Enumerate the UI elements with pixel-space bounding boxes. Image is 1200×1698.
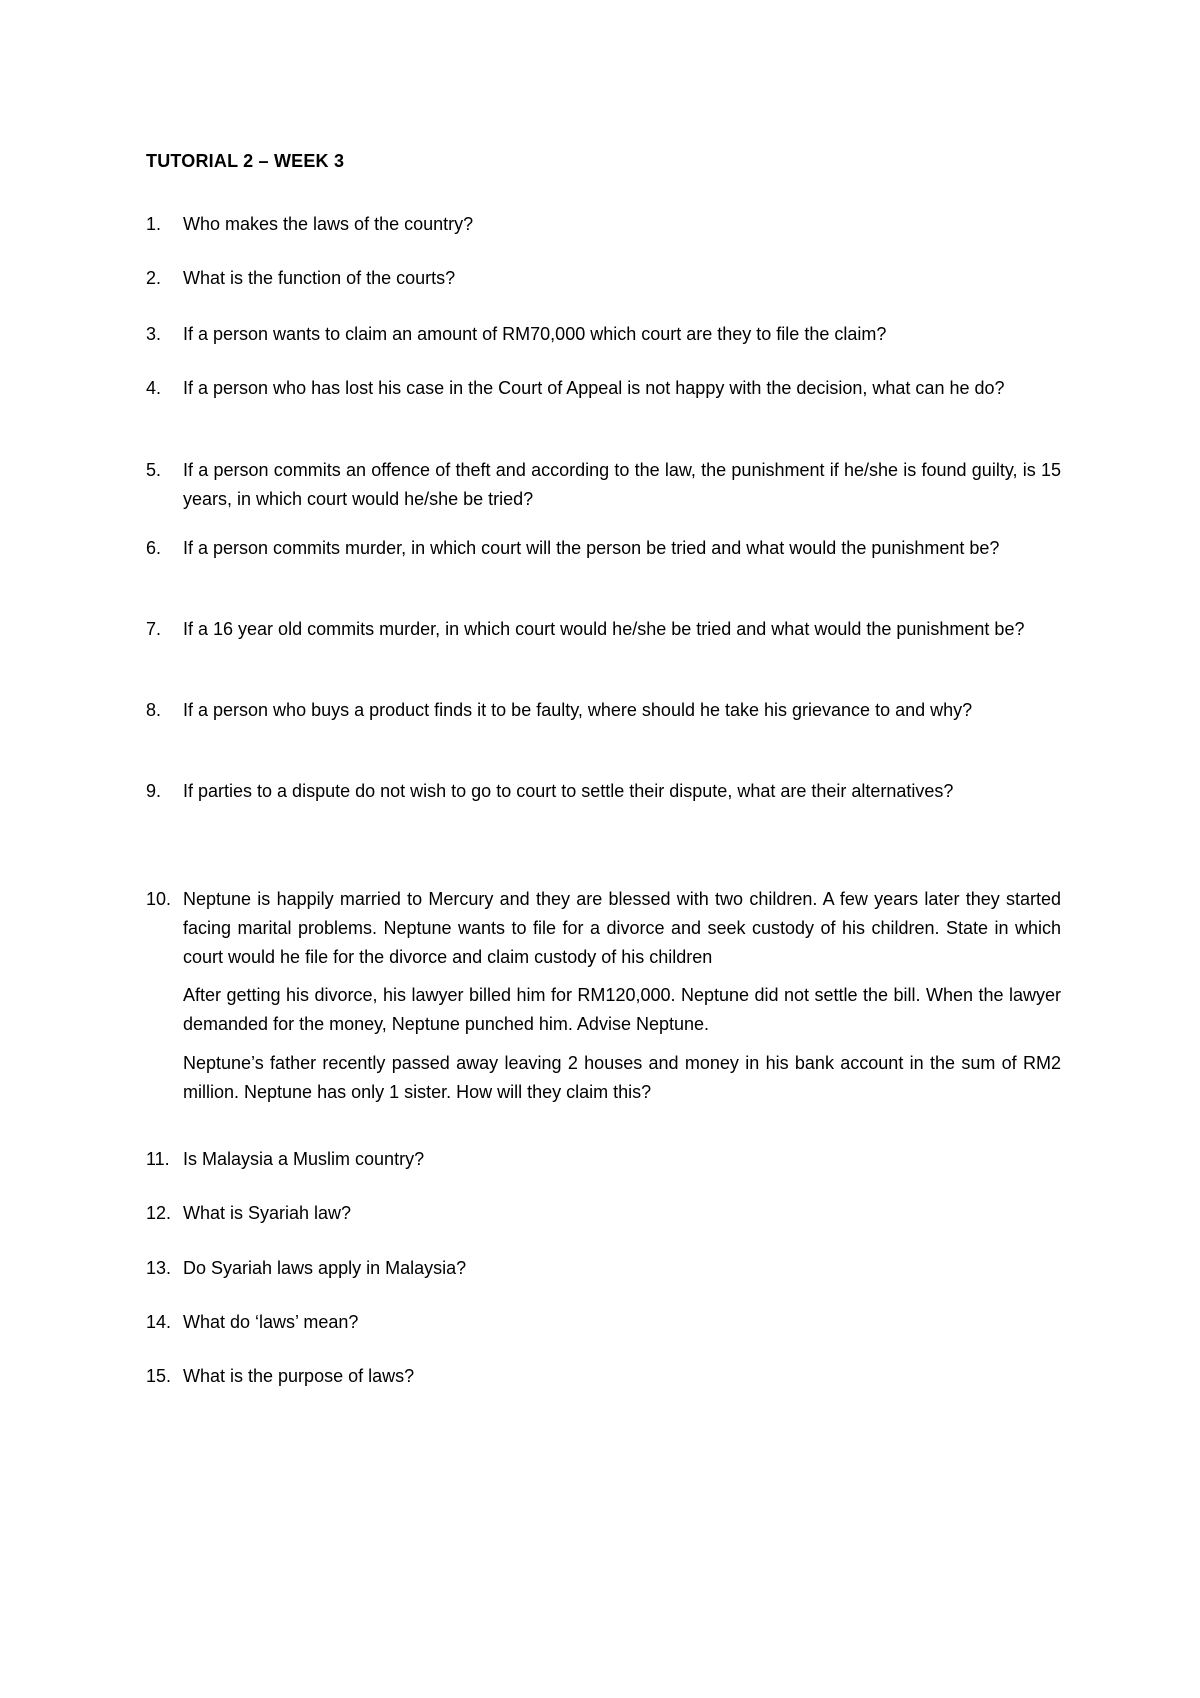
question-number: 12. bbox=[146, 1203, 172, 1223]
question-text: What is Syariah law? bbox=[183, 1203, 352, 1223]
question-number: 3. bbox=[146, 324, 162, 344]
question-number: 14. bbox=[146, 1312, 172, 1332]
question-1 bbox=[146, 210, 1061, 239]
question-text: If a person commits murder, in which court will the person be tried and what would the punishment be? bbox=[183, 538, 1000, 558]
question-4 bbox=[146, 374, 1061, 403]
question-text: What is the function of the courts? bbox=[183, 268, 456, 288]
question-text: If a person who has lost his case in the Court of Appeal is not happy with the decision, what can he do? bbox=[183, 378, 1005, 398]
question-number: 10. bbox=[146, 889, 172, 909]
question-text: If a person who buys a product finds it to be faulty, where should he take his grievance to and why? bbox=[183, 700, 973, 720]
question-7 bbox=[146, 615, 1061, 644]
question-text: If parties to a dispute do not wish to go to court to settle their dispute, what are their alternatives? bbox=[183, 781, 954, 801]
question-14 bbox=[146, 1308, 1061, 1337]
question-number: 11. bbox=[146, 1149, 170, 1169]
question-text: What do ‘laws’ mean? bbox=[183, 1312, 359, 1332]
question-number: 5. bbox=[146, 460, 162, 480]
question-12 bbox=[146, 1199, 1061, 1228]
question-number: 8. bbox=[146, 700, 162, 720]
question-10 bbox=[146, 885, 1061, 972]
question-8 bbox=[146, 696, 1061, 725]
question-15 bbox=[146, 1362, 1061, 1391]
question-text: Neptune is happily married to Mercury and they are blessed with two children. A few years later they started facing marital problems. Neptune wants to file for a divorce and seek custody of his children. State in which court would he file for the divorce and claim custody of his children bbox=[183, 889, 1061, 967]
question-13 bbox=[146, 1254, 1061, 1283]
question-10-paragraph-lawyer: After getting his divorce, his lawyer billed him for RM120,000. Neptune did not settle the bill. When the lawyer demanded for the money, Neptune punched him. Advise Neptune. bbox=[183, 985, 1061, 1034]
question-number: 9. bbox=[146, 781, 162, 801]
question-text: What is the purpose of laws? bbox=[183, 1366, 415, 1386]
question-text: Do Syariah laws apply in Malaysia? bbox=[183, 1258, 467, 1278]
question-text: If a person wants to claim an amount of RM70,000 which court are they to file the claim? bbox=[183, 324, 887, 344]
question-text: Is Malaysia a Muslim country? bbox=[183, 1149, 425, 1169]
question-10-paragraph-inheritance: Neptune’s father recently passed away leaving 2 houses and money in his bank account in the sum of RM2 million. Neptune has only 1 sister. How will they claim this? bbox=[183, 1053, 1061, 1102]
question-2 bbox=[146, 264, 1061, 293]
page-title: TUTORIAL 2 – WEEK 3 bbox=[146, 151, 345, 171]
question-6 bbox=[146, 534, 1061, 563]
question-text: If a person commits an offence of theft and according to the law, the punishment if he/she is found guilty, is 15 years, in which court would he/she be tried? bbox=[183, 460, 1061, 509]
question-number: 2. bbox=[146, 268, 162, 288]
question-number: 6. bbox=[146, 538, 162, 558]
question-number: 13. bbox=[146, 1258, 172, 1278]
question-11 bbox=[146, 1145, 1061, 1174]
question-number: 7. bbox=[146, 619, 162, 639]
question-number: 1. bbox=[146, 214, 162, 234]
question-3 bbox=[146, 320, 1061, 349]
question-number: 15. bbox=[146, 1366, 172, 1386]
question-text: Who makes the laws of the country? bbox=[183, 214, 474, 234]
question-5 bbox=[146, 456, 1061, 514]
question-text: If a 16 year old commits murder, in which court would he/she be tried and what would the punishment be? bbox=[183, 619, 1025, 639]
question-number: 4. bbox=[146, 378, 162, 398]
question-9 bbox=[146, 777, 1061, 806]
